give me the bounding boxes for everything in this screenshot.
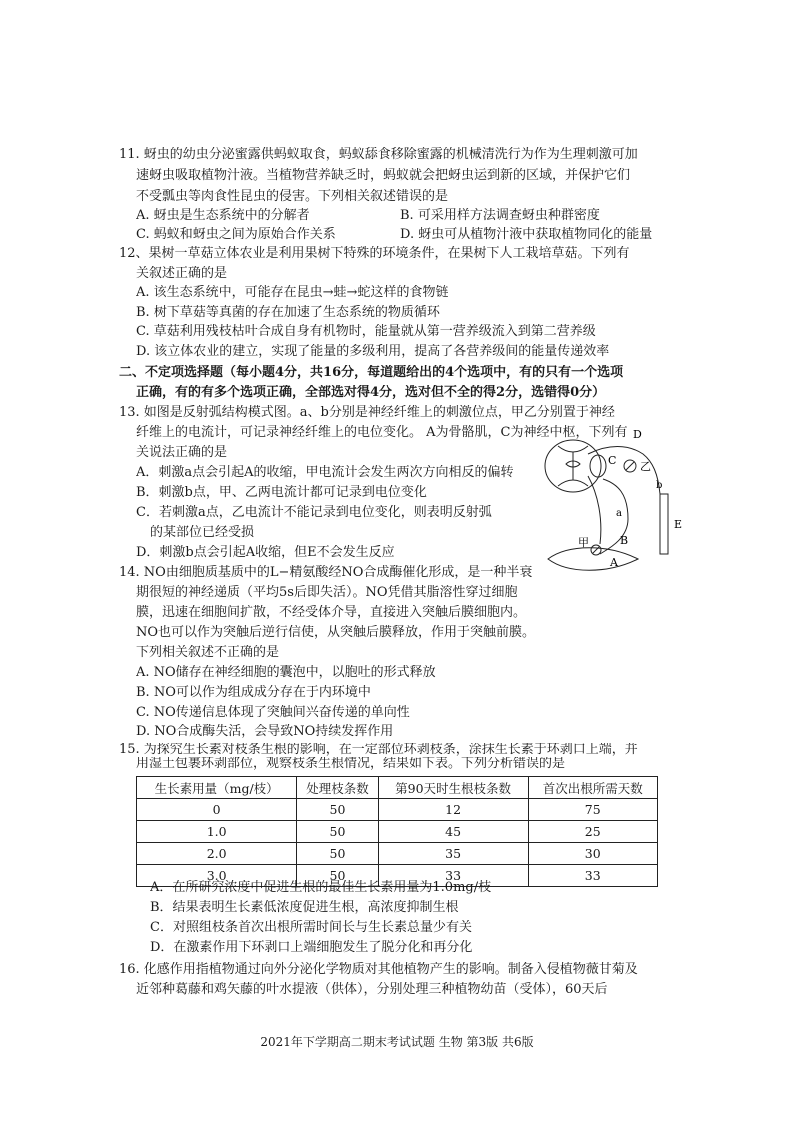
table-cell: 3.0	[137, 865, 297, 887]
table-cell: 33	[378, 865, 528, 887]
label-c: C	[608, 454, 617, 467]
table-cell: 0	[137, 799, 297, 821]
table-row	[137, 843, 658, 865]
table-cell: 75	[528, 799, 657, 821]
table-row	[137, 821, 658, 843]
q14-option-d: D. NO合成酶失活，会导致NO持续发挥作用	[136, 724, 394, 739]
table-header: 生长素用量（mg/枝）	[137, 777, 297, 799]
q12-stem-line-2: 关叙述正确的是	[136, 266, 228, 281]
q11-option-c: C. 蚂蚁和蚜虫之间为原始合作关系	[136, 227, 336, 242]
page-footer: 2021年下学期高二期末考试试题 生物 第3版 共6版	[260, 1035, 534, 1049]
label-a-upper: A	[610, 556, 618, 569]
label-e: E	[674, 518, 683, 531]
q16-stem-line-2: 近邻种葛藤和鸡矢藤的叶水提液（供体），分别处理三种植物幼苗（受体），60天后	[136, 982, 608, 997]
q14-stem-line-5: 下列相关叙述不正确的是	[136, 645, 280, 660]
label-b-upper: B	[620, 534, 629, 547]
q15-option-d: D．在激素作用下环剥口上端细胞发生了脱分化和再分化	[150, 940, 473, 955]
table-cell: 30	[528, 843, 657, 865]
q14-option-b: B. NO可以作为组成成分存在于内环境中	[136, 685, 371, 700]
q15-stem-line-2: 用湿土包裹环剥部位，观察枝条生根情况，结果如下表。下列分析错误的是	[136, 757, 566, 771]
table-header: 处理枝条数	[297, 777, 378, 799]
q13-stem-line-1: 13. 如图是反射弧结构模式图。a、b分别是神经纤维上的刺激位点，甲乙分别置于神经	[119, 405, 615, 420]
table-cell: 45	[378, 821, 528, 843]
q11-stem-line-1: 11. 蚜虫的幼虫分泌蜜露供蚂蚁取食，蚂蚁舔食移除蜜露的机械清洗行为作为生理刺激可加	[119, 147, 638, 162]
q11-option-b: B. 可采用样方法调查蚜虫种群密度	[400, 208, 600, 223]
label-jia: 甲	[578, 536, 589, 549]
table-cell: 25	[528, 821, 657, 843]
q11-option-a: A. 蚜虫是生态系统中的分解者	[136, 208, 310, 223]
q13-option-d: D．刺激b点会引起A收缩，但E不会发生反应	[136, 545, 395, 560]
table-cell: 50	[297, 821, 378, 843]
table-header-row	[137, 777, 658, 799]
q13-option-b: B．刺激b点，甲、乙两电流计都可记录到电位变化	[136, 485, 427, 500]
table-cell: 35	[378, 843, 528, 865]
q14-option-c: C. NO传递信息体现了突触间兴奋传递的单向性	[136, 705, 410, 720]
q11-stem-line-3: 不受瓢虫等肉食性昆虫的侵害。下列相关叙述错误的是	[136, 189, 449, 204]
table-cell: 50	[297, 799, 378, 821]
table-cell: 50	[297, 865, 378, 887]
q14-stem-line-3: 膜，迅速在细胞间扩散，不经受体介导，直接进入突触后膜细胞内。	[136, 605, 527, 620]
q13-option-c: C．若刺激a点，乙电流计不能记录到电位变化，则表明反射弧	[136, 505, 492, 520]
label-d: D	[633, 428, 642, 441]
label-b: b	[656, 480, 663, 491]
table-cell: 33	[528, 865, 657, 887]
table-cell: 12	[378, 799, 528, 821]
label-a: a	[616, 508, 622, 519]
q15-option-b: B．结果表明生长素低浓度促进生根，高浓度抑制生根	[150, 900, 459, 915]
table-cell: 50	[297, 843, 378, 865]
q16-stem-line-1: 16. 化感作用指植物通过向外分泌化学物质对其他植物产生的影响。制备入侵植物薇甘菊及	[119, 962, 638, 977]
section2-heading-line-2: 正确，有的有多个选项正确，全部选对得4分，选对但不全的得2分，选错得0分）	[136, 385, 606, 400]
q15-option-a: A．在所研究浓度中促进生根的最佳生长素用量为1.0mg/枝	[150, 880, 492, 895]
table-cell: 1.0	[137, 821, 297, 843]
q15-option-c: C．对照组枝条首次出根所需时间长与生长素总量少有关	[150, 920, 472, 935]
q13-stem-line-3: 关说法正确的是	[136, 445, 228, 460]
q14-stem-line-1: 14. NO由细胞质基质中的L−精氨酸经NO合成酶催化形成，是一种半衰	[119, 565, 533, 580]
q13-option-c-cont: 的某部位已经受损	[150, 525, 255, 540]
q13-option-a: A．刺激a点会引起A的收缩，甲电流计会发生两次方向相反的偏转	[136, 465, 514, 480]
q12-option-d: D. 该立体农业的建立，实现了能量的多级利用，提高了各营养级间的能量传递效率	[136, 344, 610, 359]
table-header: 首次出根所需天数	[528, 777, 657, 799]
q14-option-a: A. NO储存在神经细胞的囊泡中，以胞吐的形式释放	[136, 665, 436, 680]
q14-stem-line-4: NO也可以作为突触后逆行信使，从突触后膜释放，作用于突触前膜。	[136, 625, 536, 640]
q14-stem-line-2: 期很短的神经递质（平均5s后即失活）。NO凭借其脂溶性穿过细胞	[136, 585, 518, 600]
table-cell: 2.0	[137, 843, 297, 865]
q12-stem-line-1: 12、果树一草菇立体农业是利用果树下特殊的环境条件，在果树下人工栽培草菇。下列有	[119, 246, 630, 261]
section2-heading-line-1: 二、不定项选择题（每小题4分，共16分，每道题给出的4个选项中，有的只有一个选项	[119, 365, 624, 380]
q13-stem-line-2: 纤维上的电流计，可记录神经纤维上的电位变化。 A为骨骼肌，C为神经中枢，下列有	[136, 425, 628, 440]
table-header: 第90天时生根枝条数	[378, 777, 528, 799]
q12-option-c: C. 草菇利用残枝枯叶合成自身有机物时，能量就从第一营养级流入到第二营养级	[136, 324, 596, 339]
q11-option-d: D. 蚜虫可从植物汁液中获取植物同化的能量	[400, 227, 653, 242]
q12-option-a: A. 该生态系统中，可能存在昆虫→蛙→蛇这样的食物链	[136, 285, 449, 300]
q15-stem-line-1: 15. 为探究生长素对枝条生根的影响，在一定部位环剥枝条，涂抹生长素于环剥口上端，并	[119, 743, 638, 757]
table-row	[137, 799, 658, 821]
label-yi: 乙	[640, 460, 651, 473]
auxin-results-table	[136, 776, 658, 887]
q12-option-b: B. 树下草菇等真菌的存在加速了生态系统的物质循环	[136, 305, 440, 320]
q11-stem-line-2: 速蚜虫吸取植物汁液。当植物营养缺乏时，蚂蚁就会把蚜虫运到新的区域，并保护它们	[136, 168, 631, 183]
